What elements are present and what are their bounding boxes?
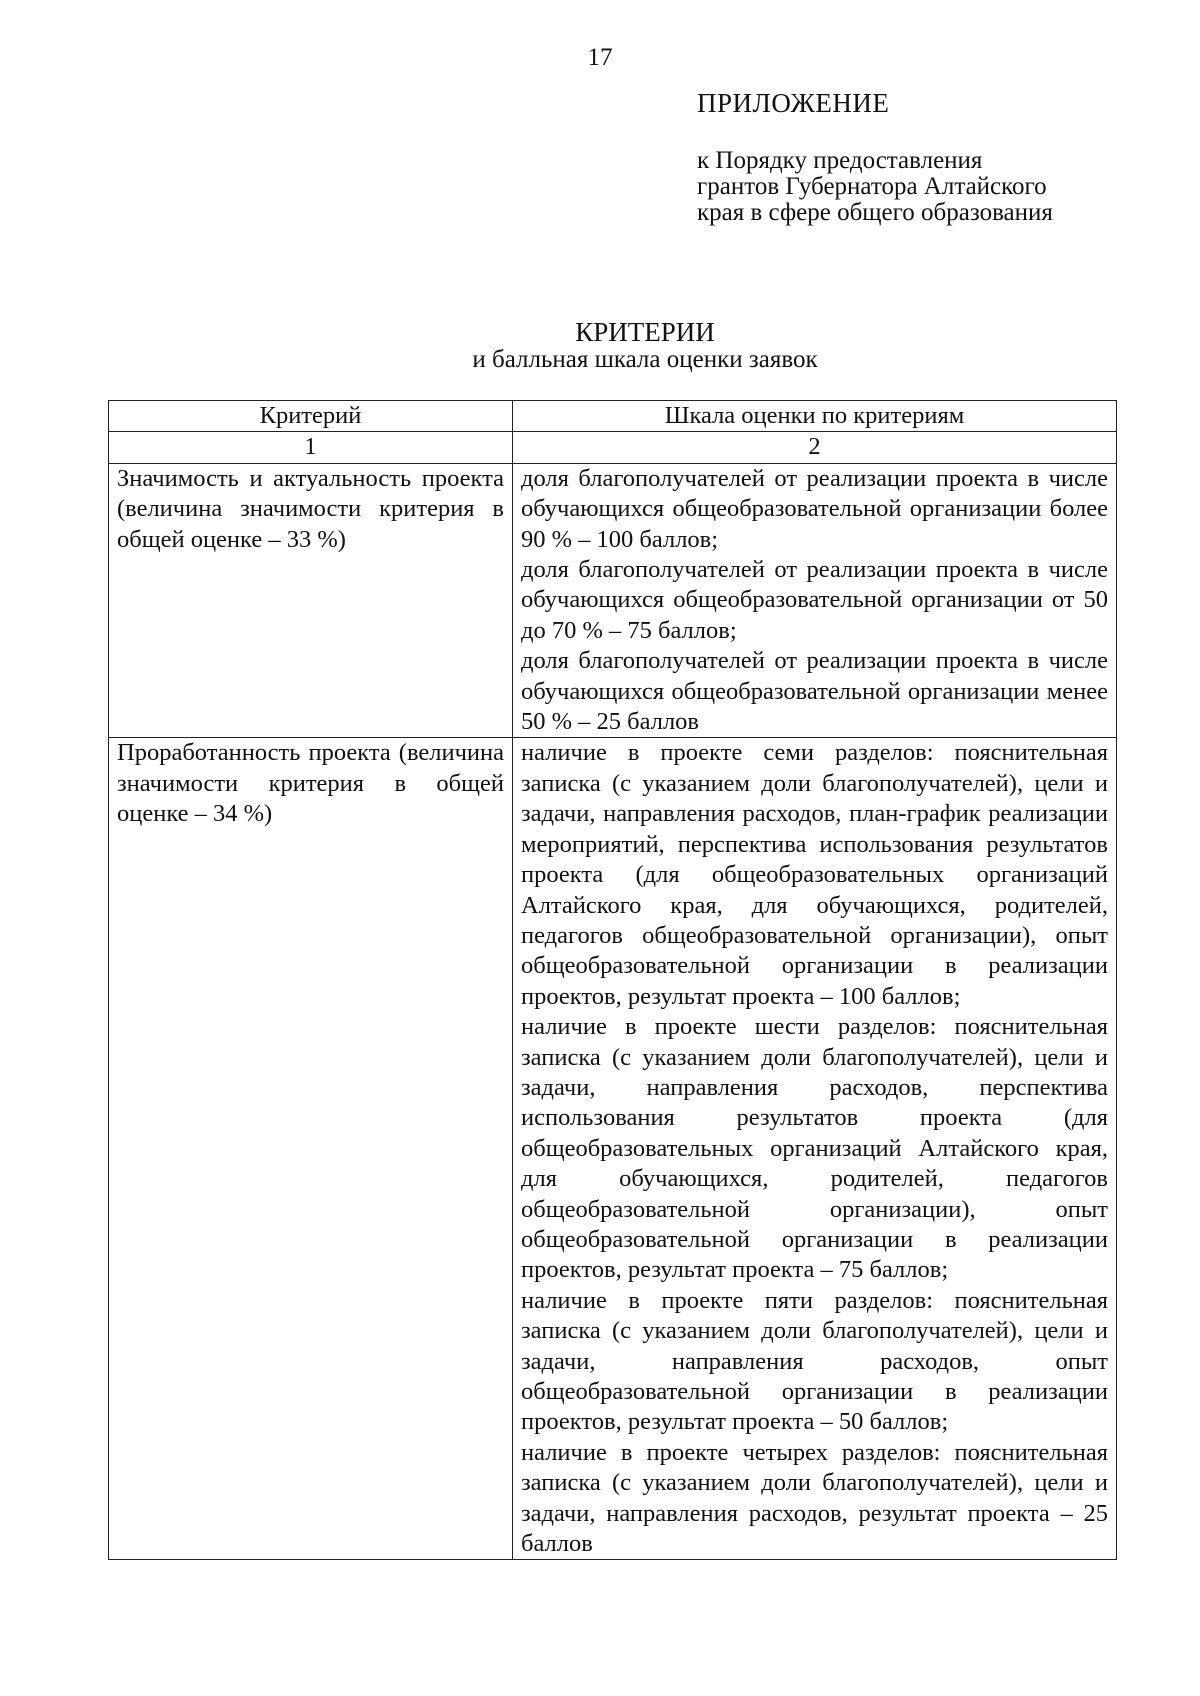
- document-subtitle: и балльная шкала оценки заявок: [472, 346, 818, 373]
- appendix-subtitle-line: края в сфере общего образования: [697, 199, 1053, 226]
- scale-item: доля благополучателей от реализации проекта в числе обучающихся общеобразовательной организации менее 50 % – 25 баллов: [521, 647, 1108, 736]
- table-number-row: [109, 432, 1117, 463]
- document-title: КРИТЕРИИ: [575, 317, 715, 347]
- criterion-cell: Проработанность проекта (величина значимости критерия в общей оценке – 34 %): [109, 738, 513, 1560]
- appendix-title: ПРИЛОЖЕНИЕ: [697, 88, 890, 118]
- scale-cell: [513, 738, 1117, 1560]
- appendix-subtitle-line: к Порядку предоставления: [697, 147, 983, 174]
- header-criterion: Критерий: [109, 401, 513, 432]
- scale-item: доля благополучателей от реализации проекта в числе обучающихся общеобразовательной организации более 90 % – 100 баллов;: [521, 464, 1108, 553]
- appendix-subtitle: [697, 148, 1119, 226]
- column-number-2: 2: [513, 432, 1117, 463]
- scale-item: наличие в проекте семи разделов: пояснительная записка (с указанием доли благополучателей), цели и задачи, направления расходов, план-график реализации мероприятий, перспектива использования результатов проекта (для общеобразовательных организаций Алтайского края, для обучающихся, родителей, педагогов общеобразовательной организации), опыт общеобразовательной организации в реализации проектов, результат проекта – 100 баллов;: [521, 739, 1108, 1010]
- table-row: [109, 738, 1117, 1560]
- criteria-table: [108, 400, 1117, 1560]
- page-number: 17: [587, 44, 613, 71]
- scale-item: наличие в проекте пяти разделов: пояснительная записка (с указанием доли благополучателей), цели и задачи, направления расходов, опыт общеобразовательной организации в реализации проектов, результат проекта – 50 баллов;: [521, 1286, 1108, 1436]
- scale-item: наличие в проекте четырех разделов: пояснительная записка (с указанием доли благополучателей), цели и задачи, направления расходов, результат проекта – 25 баллов: [521, 1438, 1108, 1558]
- table-row: [109, 463, 1117, 738]
- appendix-subtitle-line: грантов Губернатора Алтайского: [697, 173, 1047, 200]
- scale-item: доля благополучателей от реализации проекта в числе обучающихся общеобразовательной организации от 50 до 70 % – 75 баллов;: [521, 556, 1108, 644]
- scale-item: наличие в проекте шести разделов: пояснительная записка (с указанием доли благополучателей), цели и задачи, направления расходов, перспектива использования результатов проекта (для общеобразовательных организаций Алтайского края, для обучающихся, родителей, педагогов общеобразовательной организации), опыт общеобразовательной организации в реализации проектов, результат проекта – 75 баллов;: [521, 1013, 1108, 1284]
- column-number-1: 1: [109, 432, 513, 463]
- header-scale: Шкала оценки по критериям: [513, 401, 1117, 432]
- criterion-cell: Значимость и актуальность проекта (величина значимости критерия в общей оценке – 33 %): [109, 463, 513, 738]
- table-header-row: [109, 401, 1117, 432]
- scale-cell: [513, 463, 1117, 738]
